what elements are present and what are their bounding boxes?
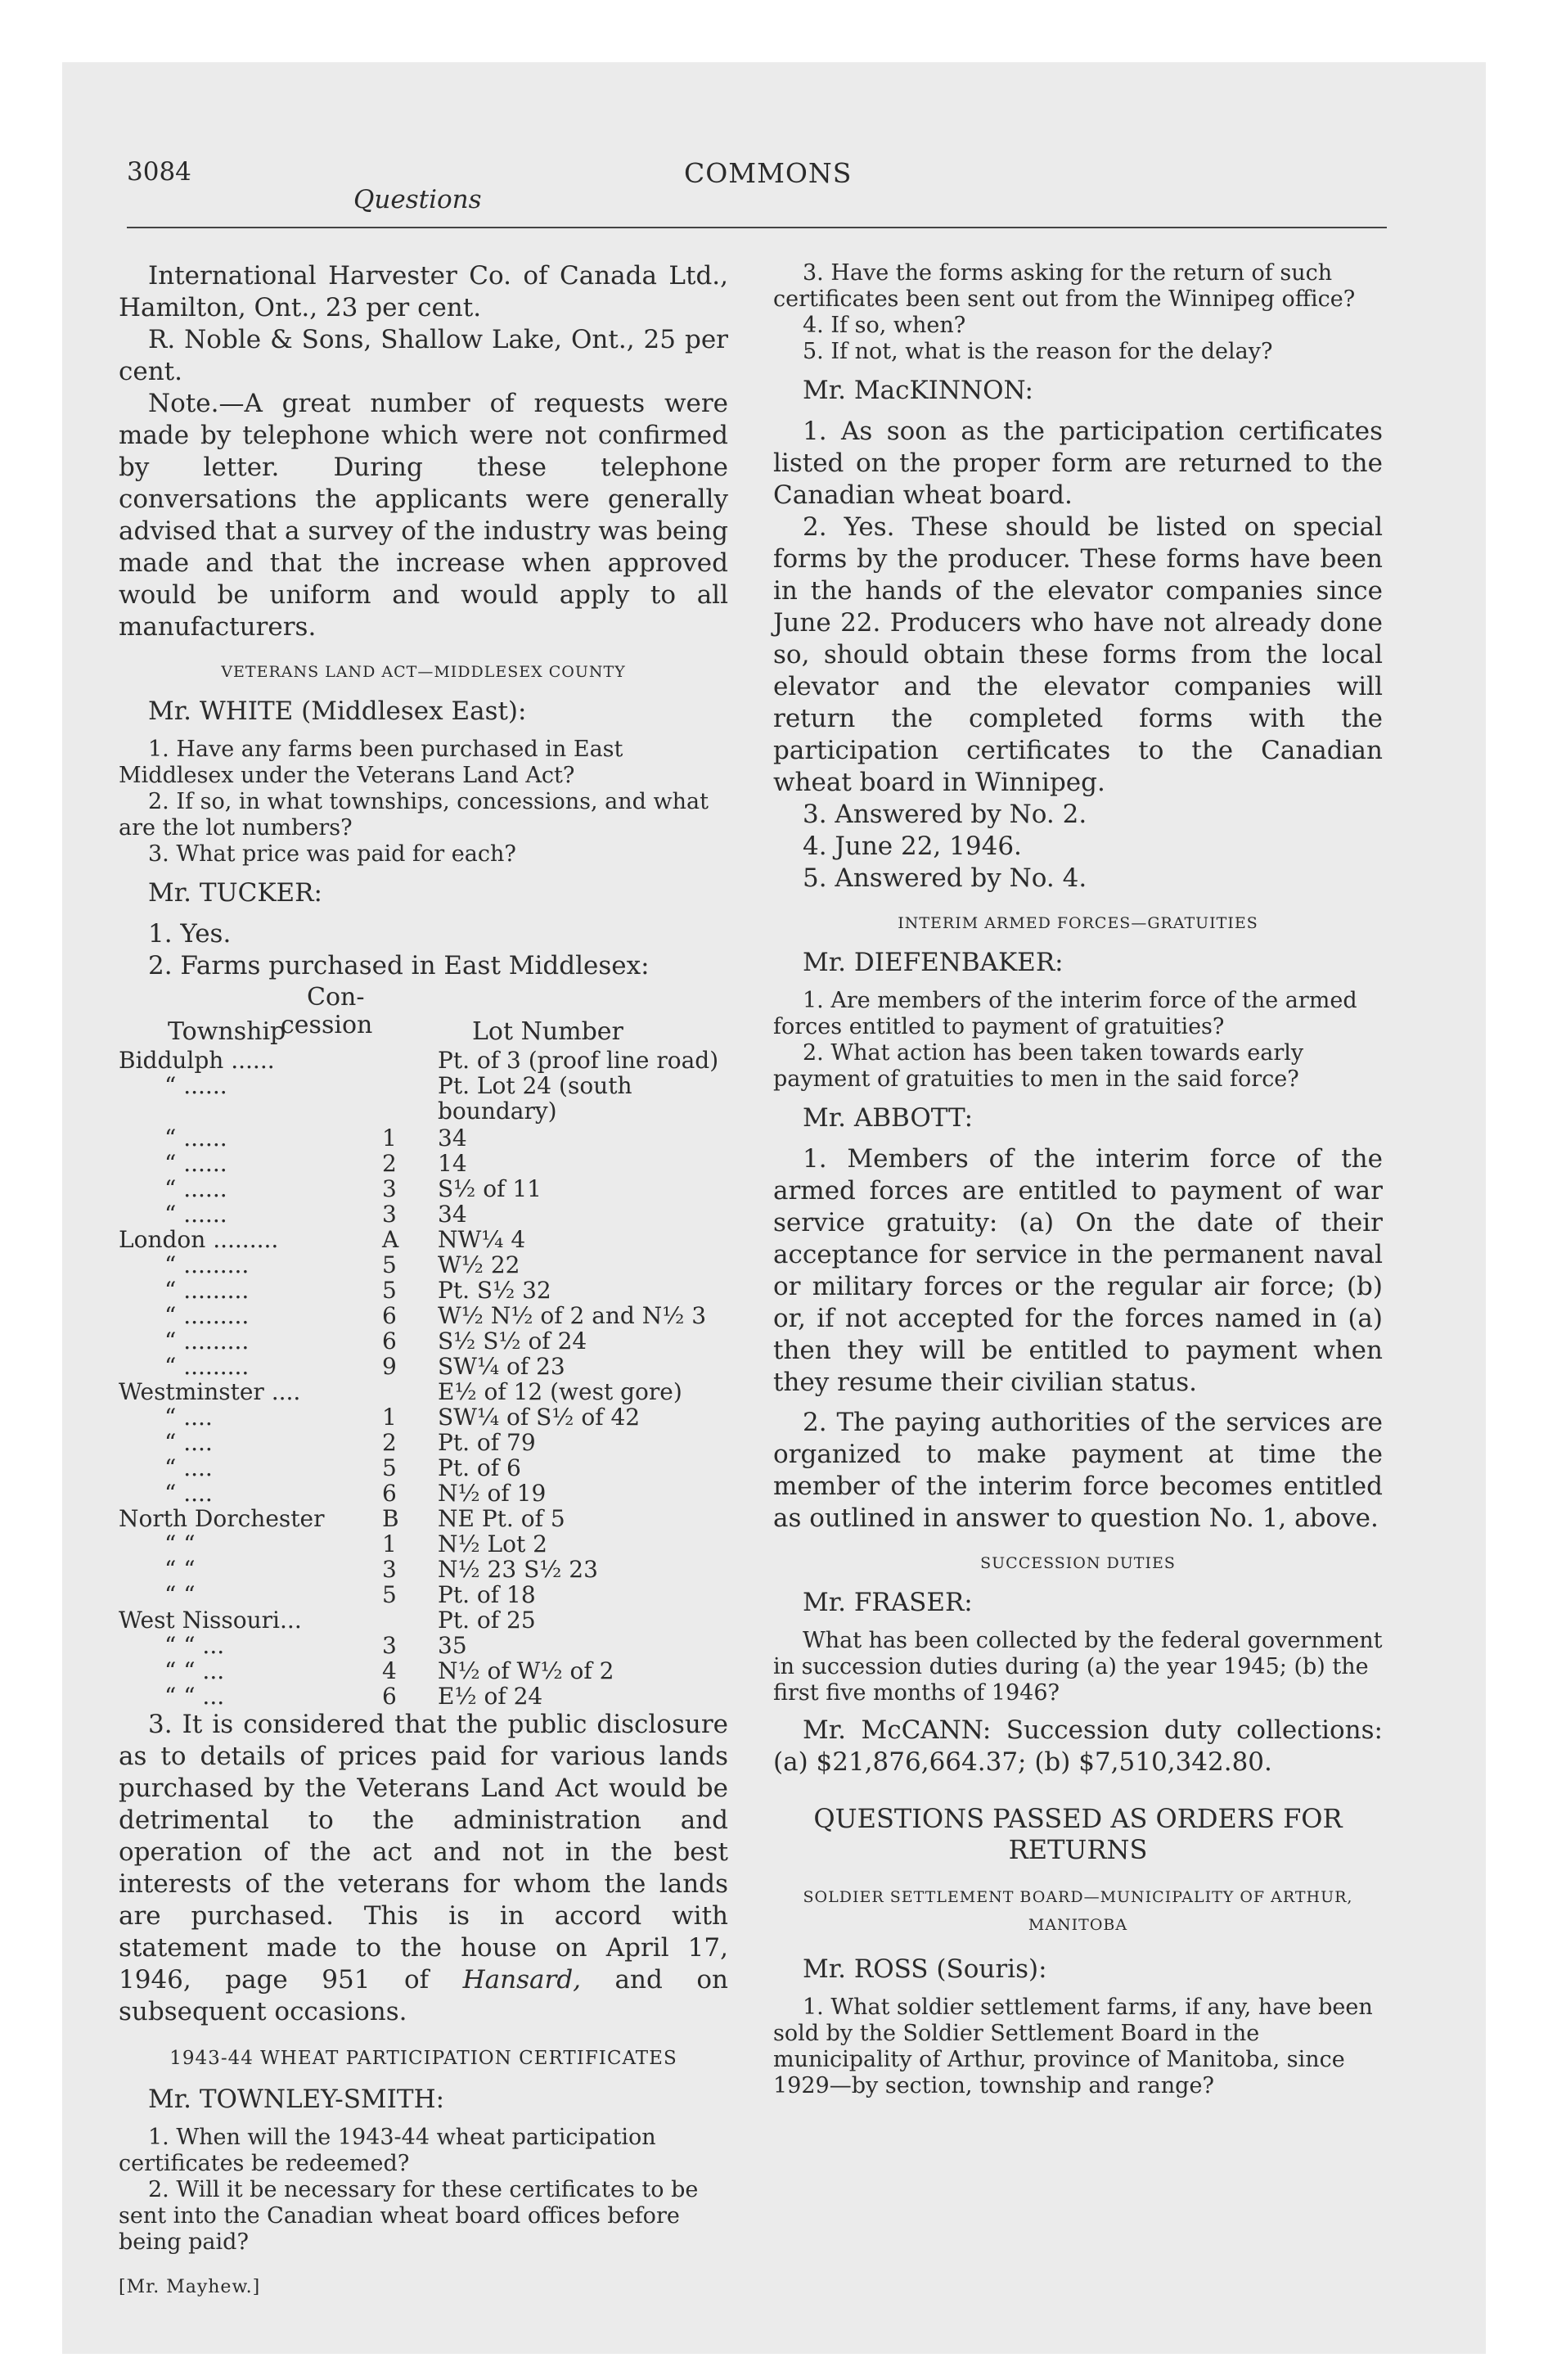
- table-row: [119, 1151, 728, 1176]
- lot-cell: N½ of 19: [438, 1480, 547, 1507]
- township-cell: North Dorchester: [119, 1505, 325, 1532]
- question: 3. What price was paid for each?: [148, 841, 516, 867]
- concession-cell: 9: [382, 1353, 397, 1380]
- column-header: Township: [168, 1017, 286, 1046]
- concession-cell: 3: [382, 1556, 397, 1583]
- lot-cell: NW¼ 4: [438, 1226, 526, 1253]
- table-row: [119, 1607, 728, 1633]
- column-header: Con-: [307, 983, 365, 1012]
- township-cell: West Nissouri...: [119, 1607, 302, 1634]
- table-row: [119, 1379, 728, 1404]
- section-heading: SUCCESSION DUTIES: [980, 1554, 1176, 1572]
- table-row: [119, 1658, 728, 1684]
- section-heading: 1943-44 WHEAT PARTICIPATION CERTIFICATES: [169, 2048, 677, 2069]
- answer: 3. Answered by No. 2.: [803, 800, 1087, 829]
- table-row: [119, 1303, 728, 1328]
- concession-cell: 6: [382, 1480, 397, 1507]
- table-row: [119, 1633, 728, 1658]
- lot-cell: E½ of 24: [438, 1683, 543, 1710]
- lot-cell: NE Pt. of 5: [438, 1505, 565, 1532]
- page-number: 3084: [127, 157, 191, 187]
- concession-cell: 5: [382, 1251, 397, 1278]
- farm-table: [119, 1048, 728, 1709]
- table-row: [119, 1354, 728, 1379]
- township-cell: “ ......: [164, 1072, 227, 1099]
- concession-cell: B: [382, 1505, 399, 1532]
- table-row: [119, 1176, 728, 1201]
- speaker-name: Mr. ABBOTT:: [803, 1103, 974, 1133]
- lot-cell: S½ S½ of 24: [438, 1327, 587, 1355]
- speaker-name: Mr. MacKINNON:: [803, 376, 1033, 405]
- township-cell: “ ....: [164, 1454, 213, 1481]
- concession-cell: 5: [382, 1454, 397, 1481]
- answer: 2. Yes. These should be listed on special forms by the producer. These forms have been in the hands of the elevator companies since June 22. Producers who have not already done so, should obtain these forms from the local elevator and the elevator companies will return the completed forms with the participation certificates to the Canadian wheat board in Winnipeg.: [773, 512, 1383, 797]
- answer: 5. Answered by No. 4.: [803, 863, 1087, 893]
- table-row: [119, 1582, 728, 1607]
- speaker-name: Mr. ROSS (Souris):: [803, 1954, 1047, 1984]
- concession-cell: 6: [382, 1327, 397, 1355]
- section-heading: INTERIM ARMED FORCES—GRATUITIES: [898, 914, 1258, 932]
- concession-cell: 5: [382, 1277, 397, 1304]
- left-column: [119, 260, 728, 2297]
- concession-cell: 2: [382, 1150, 397, 1177]
- question: 1. What soldier settlement farms, if any, have been sold by the Soldier Settlement Board in the municipality of Arthur, province of Manitoba, since 1929—by section, township and range?: [773, 1995, 1373, 2098]
- table-row: [119, 1506, 728, 1531]
- paragraph: R. Noble & Sons, Shallow Lake, Ont., 25 per cent.: [119, 325, 728, 386]
- table-row: [119, 1481, 728, 1506]
- township-cell: “ “ ...: [164, 1632, 225, 1659]
- question: 1. Are members of the interim force of the armed forces entitled to payment of gratuities?: [773, 988, 1357, 1039]
- question: 1. When will the 1943-44 wheat participation certificates be redeemed?: [119, 2125, 656, 2176]
- table-row: [119, 1531, 728, 1557]
- table-row: [119, 1404, 728, 1430]
- lot-cell: Pt. Lot 24 (south boundary): [438, 1072, 632, 1125]
- township-cell: “ .........: [164, 1327, 250, 1355]
- township-cell: London .........: [119, 1226, 279, 1253]
- lot-cell: N½ of W½ of 2: [438, 1657, 614, 1684]
- answer: 1. Members of the interim force of the armed forces are entitled to payment of war service gratuity: (a) On the date of their acceptance for service in the permanent naval or military forces or the regular air force; (b) or, if not accepted for the forces named in (a) then they will be entitled to payment when they resume their civilian status.: [773, 1144, 1383, 1397]
- answer: 1. As soon as the participation certificates listed on the proper form are returned to the Canadian wheat board.: [773, 417, 1383, 510]
- table-row: [119, 1073, 728, 1125]
- lot-cell: Pt. of 18: [438, 1581, 536, 1608]
- township-cell: “ “: [164, 1530, 196, 1557]
- table-row: [119, 1328, 728, 1354]
- township-cell: “ .........: [164, 1277, 250, 1304]
- lot-cell: S½ of 11: [438, 1175, 542, 1202]
- speaker-name: Mr. DIEFENBAKER:: [803, 948, 1064, 977]
- header-rule: [127, 227, 1387, 228]
- concession-cell: 4: [382, 1657, 397, 1684]
- township-cell: “ ....: [164, 1404, 213, 1431]
- township-cell: “ ......: [164, 1201, 227, 1228]
- table-row: [119, 1455, 728, 1481]
- question: 5. If not, what is the reason for the delay?: [803, 339, 1273, 364]
- township-cell: Westminster ....: [119, 1378, 301, 1405]
- question: 2. If so, in what townships, concessions, and what are the lot numbers?: [119, 789, 709, 841]
- township-cell: “ ....: [164, 1480, 213, 1507]
- lot-cell: SW¼ of S½ of 42: [438, 1404, 641, 1431]
- table-row: [119, 1125, 728, 1151]
- lot-cell: N½ Lot 2: [438, 1530, 547, 1557]
- lot-cell: 34: [438, 1201, 467, 1228]
- lot-cell: Pt. of 79: [438, 1429, 536, 1456]
- question: What has been collected by the federal government in succession duties during (a) the year 1945; (b) the first five months of 1946?: [773, 1628, 1383, 1706]
- table-row: [119, 1557, 728, 1582]
- township-cell: “ ......: [164, 1175, 227, 1202]
- concession-cell: 6: [382, 1302, 397, 1329]
- township-cell: “ “ ...: [164, 1657, 225, 1684]
- township-cell: “ .........: [164, 1302, 250, 1329]
- lot-cell: W½ 22: [438, 1251, 520, 1278]
- lot-cell: N½ 23 S½ 23: [438, 1556, 598, 1583]
- township-cell: “ ......: [164, 1125, 227, 1152]
- question: 2. What action has been taken towards early payment of gratuities to men in the said force?: [773, 1040, 1304, 1092]
- township-cell: “ “: [164, 1556, 196, 1583]
- township-cell: “ “ ...: [164, 1683, 225, 1710]
- concession-cell: 3: [382, 1201, 397, 1228]
- column-header: cession: [281, 1011, 373, 1039]
- answer: 2. Farms purchased in East Middlesex:: [148, 951, 650, 980]
- table-row: [119, 1201, 728, 1227]
- running-head: COMMONS: [684, 157, 853, 189]
- township-cell: “ “: [164, 1581, 196, 1608]
- concession-cell: 6: [382, 1683, 397, 1710]
- township-cell: “ .........: [164, 1353, 250, 1380]
- question: 2. Will it be necessary for these certificates to be sent into the Canadian wheat board offices before being paid?: [119, 2177, 699, 2255]
- table-row: [119, 1684, 728, 1709]
- concession-cell: 1: [382, 1125, 397, 1152]
- lot-cell: E½ of 12 (west gore): [438, 1378, 682, 1405]
- lot-cell: 14: [438, 1150, 467, 1177]
- table-row: [119, 1430, 728, 1455]
- answer: 4. June 22, 1946.: [803, 832, 1022, 861]
- running-subhead: Questions: [353, 185, 482, 214]
- concession-cell: 3: [382, 1175, 397, 1202]
- township-cell: “ .........: [164, 1251, 250, 1278]
- lot-cell: SW¼ of 23: [438, 1353, 565, 1380]
- question: 1. Have any farms been purchased in East Middlesex under the Veterans Land Act?: [119, 737, 623, 788]
- township-cell: “ ....: [164, 1429, 213, 1456]
- note-paragraph: Note.—A great number of requests were made by telephone which were not confirmed by letter. During these telephone conversations the applicants were generally advised that a survey of the industry was being made and that the increase when approved would be uniform and would apply to all manufacturers.: [119, 389, 728, 642]
- lot-cell: 34: [438, 1125, 467, 1152]
- section-heading-major: QUESTIONS PASSED AS ORDERS FOR RETURNS: [813, 1803, 1343, 1865]
- table-row: [119, 1278, 728, 1303]
- township-cell: Biddulph ......: [119, 1047, 275, 1074]
- answer: Mr. McCANN: Succession duty collections: (a) $21,876,664.37; (b) $7,510,342.80.: [773, 1715, 1383, 1777]
- paragraph: International Harvester Co. of Canada Ltd., Hamilton, Ont., 23 per cent.: [119, 261, 728, 322]
- right-column: [773, 260, 1383, 2099]
- table-row: [119, 1252, 728, 1278]
- lot-cell: Pt. of 25: [438, 1607, 536, 1634]
- speaker-name: Mr. WHITE (Middlesex East):: [148, 696, 527, 726]
- concession-cell: A: [382, 1226, 399, 1253]
- table-row: [119, 1227, 728, 1252]
- lot-cell: W½ N½ of 2 and N½ 3: [438, 1302, 707, 1329]
- concession-cell: 5: [382, 1581, 397, 1608]
- section-heading: SOLDIER SETTLEMENT BOARD—MUNICIPALITY OF ARTHUR, MANITOBA: [803, 1888, 1353, 1934]
- speaker-name: Mr. TUCKER:: [148, 878, 322, 908]
- speaker-name: Mr. FRASER:: [803, 1588, 973, 1617]
- concession-cell: 2: [382, 1429, 397, 1456]
- farm-table-header: [119, 982, 728, 1048]
- lot-cell: Pt. of 3 (proof line road): [438, 1047, 719, 1074]
- concession-cell: 1: [382, 1404, 397, 1431]
- answer: 1. Yes.: [148, 919, 232, 949]
- concession-cell: 3: [382, 1632, 397, 1659]
- answer: 3. It is considered that the public disclosure as to details of prices paid for various lands purchased by the Veterans Land Act would be detrimental to the administration and operation of the act and not in the best interests of the veterans for whom the lands are purchased. This is in accord with statement made to the house on April 17, 1946, page 951 of Hansard, and on subsequent occasions.: [119, 1710, 728, 2026]
- lot-cell: Pt. of 6: [438, 1454, 521, 1481]
- lot-cell: Pt. S½ 32: [438, 1277, 551, 1304]
- section-heading: VETERANS LAND ACT—MIDDLESEX COUNTY: [221, 663, 626, 681]
- speaker-name: Mr. TOWNLEY-SMITH:: [148, 2085, 445, 2114]
- township-cell: “ ......: [164, 1150, 227, 1177]
- table-row: [119, 1048, 728, 1073]
- question: 4. If so, when?: [803, 313, 966, 338]
- answer: 2. The paying authorities of the services are organized to make payment at time the member of the interim force becomes entitled as outlined in answer to question No. 1, above.: [773, 1408, 1383, 1533]
- question: 3. Have the forms asking for the return of such certificates been sent out from the Winnipeg office?: [773, 260, 1356, 312]
- footer-note: [Mr. Mayhew.]: [119, 2277, 261, 2297]
- lot-cell: 35: [438, 1632, 467, 1659]
- column-header: Lot Number: [472, 1017, 623, 1046]
- concession-cell: 1: [382, 1530, 397, 1557]
